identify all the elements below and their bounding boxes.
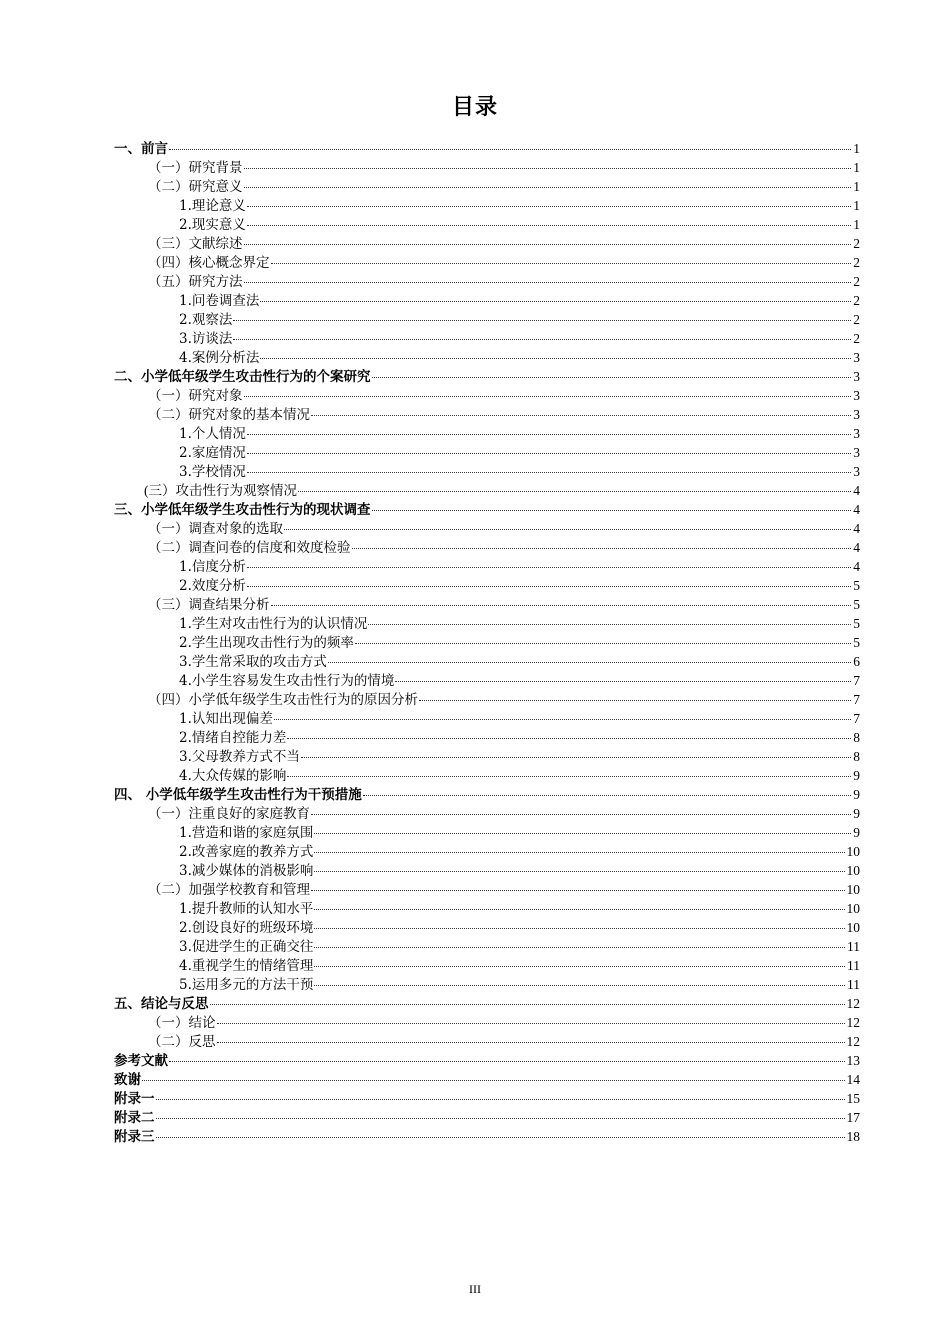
toc-entry-page: 12 [846,1034,860,1049]
toc-entry-label: （五）研究方法 [148,274,243,290]
toc-entry[interactable] [114,1089,860,1108]
toc-entry-page: 1 [853,160,860,175]
toc-entry-page: 2 [853,331,860,346]
toc-entry[interactable] [114,481,860,500]
toc-entry-page: 11 [847,977,860,992]
toc-entry-label: 3.促进学生的正确交往 [179,939,314,955]
toc-entry-label: 一、前言 [114,141,168,157]
toc-entry-label: 3.学校情况 [179,464,246,480]
toc-leader-dots [284,529,851,530]
toc-entry[interactable] [114,519,860,538]
toc-entry-page: 3 [853,407,860,422]
toc-entry-label: （三）文献综述 [148,236,243,252]
toc-leader-dots [247,225,851,226]
toc-entry-page: 11 [847,958,860,973]
toc-entry-page: 3 [853,445,860,460]
toc-entry-page: 2 [853,274,860,289]
toc-entry[interactable] [114,272,860,291]
toc-entry-page: 5 [853,578,860,593]
toc-entry[interactable] [114,785,860,804]
toc-entry-label: （三）调查结果分析 [148,597,270,613]
toc-leader-dots [217,1042,845,1043]
toc-leader-dots [247,206,851,207]
toc-leader-dots [260,358,851,359]
toc-entry-page: 3 [853,369,860,384]
toc-entry[interactable] [114,709,860,728]
toc-leader-dots [311,890,845,891]
toc-entry-label: 附录三 [114,1129,155,1145]
toc-entry-page: 5 [853,597,860,612]
toc-leader-dots [314,833,851,834]
toc-entry[interactable] [114,652,860,671]
toc-leader-dots [314,947,845,948]
toc-leader-dots [314,909,844,910]
toc-leader-dots [156,1099,845,1100]
toc-entry-page: 8 [853,749,860,764]
toc-entry-page: 1 [853,217,860,232]
toc-entry-page: 4 [853,483,860,498]
toc-entry-label: （二）调查问卷的信度和效度检验 [148,540,351,556]
toc-leader-dots [314,985,845,986]
toc-entry-label: 1.信度分析 [179,559,246,575]
toc-entry-label: （一）注重良好的家庭教育 [148,806,310,822]
toc-leader-dots [271,263,852,264]
toc-entry-page: 1 [853,141,860,156]
toc-entry-page: 9 [853,768,860,783]
toc-entry-page: 4 [853,502,860,517]
toc-leader-dots [271,605,852,606]
toc-entry-label: 4.大众传媒的影响 [179,768,287,784]
toc-entry-label: （一）研究背景 [148,160,243,176]
toc-entry[interactable] [114,633,860,652]
toc-entry-page: 9 [853,787,860,802]
toc-entry[interactable] [114,595,860,614]
toc-leader-dots [368,624,851,625]
toc-entry[interactable] [114,234,860,253]
toc-entry-label: （二）加强学校教育和管理 [148,882,310,898]
page-number: III [469,1282,481,1296]
toc-entry-label: 五、结论与反思 [114,996,209,1012]
toc-entry-label: （二）研究对象的基本情况 [148,407,310,423]
toc-entry-page: 8 [853,730,860,745]
toc-entry-label: （四）核心概念界定 [148,255,270,271]
toc-entry-page: 18 [846,1129,860,1144]
toc-entry[interactable] [114,215,860,234]
toc-entry-page: 13 [846,1053,860,1068]
toc-leader-dots [169,149,851,150]
toc-entry[interactable] [114,747,860,766]
toc-leader-dots [311,415,851,416]
toc-entry-label: 2.改善家庭的教养方式 [179,844,314,860]
toc-entry-label: 附录二 [114,1110,155,1126]
table-of-contents [114,139,860,1146]
toc-entry-page: 17 [846,1110,860,1125]
toc-entry-page: 5 [853,616,860,631]
toc-leader-dots [328,662,851,663]
toc-entry-page: 9 [853,806,860,821]
toc-leader-dots [244,396,852,397]
toc-entry-label: 1.问卷调查法 [179,293,260,309]
toc-leader-dots [260,301,851,302]
toc-entry-page: 3 [853,350,860,365]
toc-leader-dots [287,738,851,739]
toc-leader-dots [298,491,851,492]
toc-entry-label: （一）研究对象 [148,388,243,404]
toc-leader-dots [363,795,852,796]
toc-entry[interactable] [114,253,860,272]
toc-entry-label: 2.效度分析 [179,578,246,594]
toc-leader-dots [419,700,851,701]
toc-entry[interactable] [114,443,860,462]
toc-entry-page: 2 [853,236,860,251]
toc-entry-page: 10 [846,901,860,916]
toc-entry-page: 4 [853,559,860,574]
toc-entry-label: 附录一 [114,1091,155,1107]
toc-leader-dots [301,757,851,758]
toc-leader-dots [169,1061,845,1062]
toc-entry-label: 2.家庭情况 [179,445,246,461]
toc-entry[interactable] [114,861,860,880]
toc-leader-dots [233,320,851,321]
toc-entry-label: 二、小学低年级学生攻击性行为的个案研究 [114,369,371,385]
toc-entry-label: 2.情绪自控能力差 [179,730,287,746]
toc-entry-page: 4 [853,540,860,555]
toc-entry[interactable] [114,804,860,823]
toc-entry-label: 1.理论意义 [179,198,246,214]
toc-entry[interactable] [114,291,860,310]
page-title: 目录 [451,95,498,120]
toc-entry-page: 5 [853,635,860,650]
toc-leader-dots [395,681,851,682]
toc-entry-page: 7 [853,711,860,726]
toc-entry[interactable] [114,994,860,1013]
toc-entry[interactable] [114,766,860,785]
toc-entry-label: 致谢 [114,1072,141,1088]
toc-entry[interactable] [114,728,860,747]
toc-entry-label: 3.访谈法 [179,331,233,347]
toc-entry-label: 2.观察法 [179,312,233,328]
toc-entry[interactable] [114,386,860,405]
toc-entry[interactable] [114,367,860,386]
toc-leader-dots [352,548,852,549]
toc-leader-dots [244,244,852,245]
toc-leader-dots [244,168,852,169]
toc-entry-label: 4.小学生容易发生攻击性行为的情境 [179,673,395,689]
toc-entry[interactable] [114,424,860,443]
toc-entry-label: 四、 小学低年级学生攻击性行为干预措施 [114,787,362,803]
toc-leader-dots [355,643,851,644]
toc-entry-label: （二）研究意义 [148,179,243,195]
toc-leader-dots [287,776,851,777]
toc-entry[interactable] [114,310,860,329]
toc-leader-dots [156,1118,845,1119]
toc-leader-dots [372,510,852,511]
toc-entry-page: 11 [847,939,860,954]
toc-entry[interactable] [114,614,860,633]
toc-entry-label: 4.重视学生的情绪管理 [179,958,314,974]
toc-entry[interactable] [114,538,860,557]
toc-entry-label: 2.学生出现攻击性行为的频率 [179,635,354,651]
toc-entry[interactable] [114,937,860,956]
toc-entry[interactable] [114,500,860,519]
toc-entry-label: 1.营造和谐的家庭氛围 [179,825,314,841]
toc-entry[interactable] [114,956,860,975]
toc-entry[interactable] [114,557,860,576]
toc-entry-page: 7 [853,673,860,688]
toc-entry[interactable] [114,1032,860,1051]
toc-leader-dots [247,434,851,435]
toc-entry[interactable] [114,918,860,937]
toc-leader-dots [156,1137,845,1138]
toc-entry-page: 4 [853,521,860,536]
toc-entry-page: 7 [853,692,860,707]
toc-entry-label: 1.认知出现偏差 [179,711,273,727]
toc-entry-page: 3 [853,464,860,479]
toc-entry-page: 9 [853,825,860,840]
toc-entry-page: 2 [853,312,860,327]
toc-entry[interactable] [114,1013,860,1032]
toc-entry-label: 1.学生对攻击性行为的认识情况 [179,616,368,632]
toc-leader-dots [247,453,851,454]
toc-entry[interactable] [114,576,860,595]
toc-entry-page: 3 [853,426,860,441]
toc-leader-dots [314,852,844,853]
toc-entry[interactable] [114,880,860,899]
toc-entry-label: 参考文献 [114,1053,168,1069]
toc-entry-page: 3 [853,388,860,403]
toc-leader-dots [247,567,851,568]
toc-entry-page: 10 [846,920,860,935]
toc-entry-page: 1 [853,179,860,194]
toc-entry-page: 10 [846,882,860,897]
toc-entry[interactable] [114,823,860,842]
toc-entry[interactable] [114,348,860,367]
toc-entry-label: （一）结论 [148,1015,216,1031]
toc-entry[interactable] [114,1051,860,1070]
toc-entry-page: 12 [846,996,860,1011]
toc-entry-page: 10 [846,844,860,859]
toc-leader-dots [274,719,851,720]
toc-entry-label: 2.现实意义 [179,217,246,233]
toc-entry-label: 5.运用多元的方法干预 [179,977,314,993]
toc-entry-label: 4.案例分析法 [179,350,260,366]
toc-leader-dots [311,814,851,815]
toc-entry-label: (三）攻击性行为观察情况 [144,483,297,498]
toc-entry[interactable] [114,1108,860,1127]
toc-entry-page: 15 [846,1091,860,1106]
toc-entry[interactable] [114,1070,860,1089]
toc-entry[interactable] [114,405,860,424]
toc-leader-dots [142,1080,845,1081]
toc-entry[interactable] [114,690,860,709]
toc-leader-dots [314,871,844,872]
toc-entry[interactable] [114,842,860,861]
toc-leader-dots [247,586,851,587]
toc-entry-page: 2 [853,255,860,270]
toc-entry-label: 三、小学低年级学生攻击性行为的现状调查 [114,502,371,518]
toc-entry-label: 3.父母教养方式不当 [179,749,300,765]
toc-entry-page: 2 [853,293,860,308]
toc-entry[interactable] [114,899,860,918]
toc-entry-page: 1 [853,198,860,213]
toc-entry-page: 10 [846,863,860,878]
toc-entry-label: 1.个人情况 [179,426,246,442]
toc-entry-label: （四）小学低年级学生攻击性行为的原因分析 [148,692,418,708]
toc-leader-dots [244,187,852,188]
toc-entry[interactable] [114,158,860,177]
toc-entry-label: 1.提升教师的认知水平 [179,901,314,917]
toc-entry[interactable] [114,177,860,196]
toc-leader-dots [247,472,851,473]
toc-entry-label: （二）反思 [148,1034,216,1050]
toc-entry-label: 3.学生常采取的攻击方式 [179,654,327,670]
toc-entry[interactable] [114,139,860,158]
toc-leader-dots [372,377,852,378]
toc-entry[interactable] [114,196,860,215]
toc-leader-dots [314,928,844,929]
toc-entry[interactable] [114,462,860,481]
toc-entry[interactable] [114,671,860,690]
toc-leader-dots [314,966,845,967]
toc-entry-label: （一）调查对象的选取 [148,521,283,537]
toc-entry-label: 3.减少媒体的消极影响 [179,863,314,879]
toc-leader-dots [244,282,852,283]
toc-entry[interactable] [114,975,860,994]
toc-leader-dots [210,1004,845,1005]
toc-leader-dots [217,1023,845,1024]
toc-entry-page: 14 [846,1072,860,1087]
toc-leader-dots [233,339,851,340]
toc-entry[interactable] [114,329,860,348]
toc-entry-label: 2.创设良好的班级环境 [179,920,314,936]
toc-entry-page: 12 [846,1015,860,1030]
toc-entry-page: 6 [853,654,860,669]
toc-entry[interactable] [114,1127,860,1146]
